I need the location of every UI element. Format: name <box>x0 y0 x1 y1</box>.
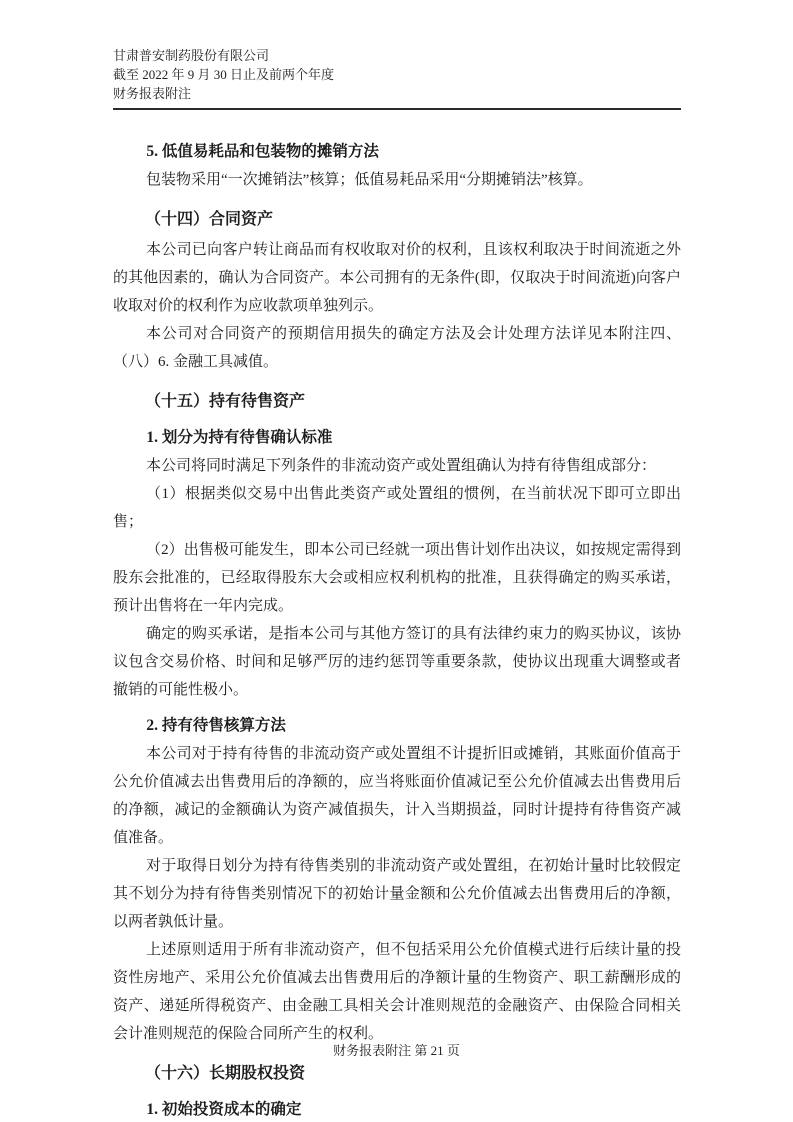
section-heading-contract-assets: （十四）合同资产 <box>145 211 274 228</box>
paragraph: 本公司已向客户转让商品而有权收取对价的权利，且该权利取决于时间流逝之外的其他因素的，确认为合同资产。本公司拥有的无条件(即，仅取决于时间流逝)向客户收取对价的权利作为应收款项单独列示。 <box>113 242 681 314</box>
header-period: 截至 2022 年 9 月 30 日止及前两个年度 <box>113 67 335 82</box>
paragraph: （1）根据类似交易中出售此类资产或处置组的惯例，在当前状况下即可立即出售； <box>113 486 681 530</box>
paragraph: 本公司将同时满足下列条件的非流动资产或处置组确认为持有待售组成部分： <box>146 458 657 474</box>
page-footer <box>0 1040 793 1059</box>
header-divider <box>113 108 681 110</box>
paragraph: 本公司对合同资产的预期信用损失的确定方法及会计处理方法详见本附注四、（八）6. 金融工具减值。 <box>113 326 681 370</box>
subheading-held-for-sale-criteria: 1. 划分为持有待售确认标准 <box>146 429 333 446</box>
subheading-amortization-method: 5. 低值易耗品和包装物的摊销方法 <box>146 143 379 160</box>
subheading-initial-investment-cost: 1. 初始投资成本的确定 <box>146 1101 302 1118</box>
header-company-name: 甘肃普安制药股份有限公司 <box>113 48 270 63</box>
section-heading-held-for-sale-assets: （十五）持有待售资产 <box>145 393 306 410</box>
document-header <box>113 46 681 103</box>
paragraph: 对于取得日划分为持有待售类别的非流动资产或处置组，在初始计量时比较假定其不划分为持有待售类别情况下的初始计量金额和公允价值减去出售费用后的净额，以两者孰低计量。 <box>113 858 681 930</box>
subheading-held-for-sale-accounting: 2. 持有待售核算方法 <box>146 717 286 734</box>
paragraph: 本公司对于持有待售的非流动资产或处置组不计提折旧或摊销，其账面价值高于公允价值减去出售费用后的净额的，应当将账面价值减记至公允价值减去出售费用后的净额，减记的金额确认为资产减值损失，计入当期损益，同时计提持有待售资产减值准备。 <box>113 746 681 846</box>
paragraph: 包装物采用“一次摊销法”核算；低值易耗品采用“分期摊销法”核算。 <box>146 172 593 188</box>
header-doc-title: 财务报表附注 <box>113 86 192 101</box>
paragraph: 上述原则适用于所有非流动资产，但不包括采用公允价值模式进行后续计量的投资性房地产、采用公允价值减去出售费用后的净额计量的生物资产、职工薪酬形成的资产、递延所得税资产、由金融工具相关会计准则规范的金融资产、由保险合同相关会计准则规范的保险合同所产生的权利。 <box>113 942 681 1042</box>
footer-page-label: 财务报表附注 第 21 页 <box>333 1043 460 1058</box>
paragraph: 确定的购买承诺，是指本公司与其他方签订的具有法律约束力的购买协议，该协议包含交易价格、时间和足够严厉的违约惩罚等重要条款，使协议出现重大调整或者撤销的可能性极小。 <box>113 626 681 698</box>
document-body <box>113 130 681 1122</box>
paragraph: （2）出售极可能发生，即本公司已经就一项出售计划作出决议，如按规定需得到股东会批准的，已经取得股东大会或相应权利机构的批准，且获得确定的购买承诺，预计出售将在一年内完成。 <box>113 542 681 614</box>
section-heading-long-term-equity-investment: （十六）长期股权投资 <box>145 1065 306 1082</box>
